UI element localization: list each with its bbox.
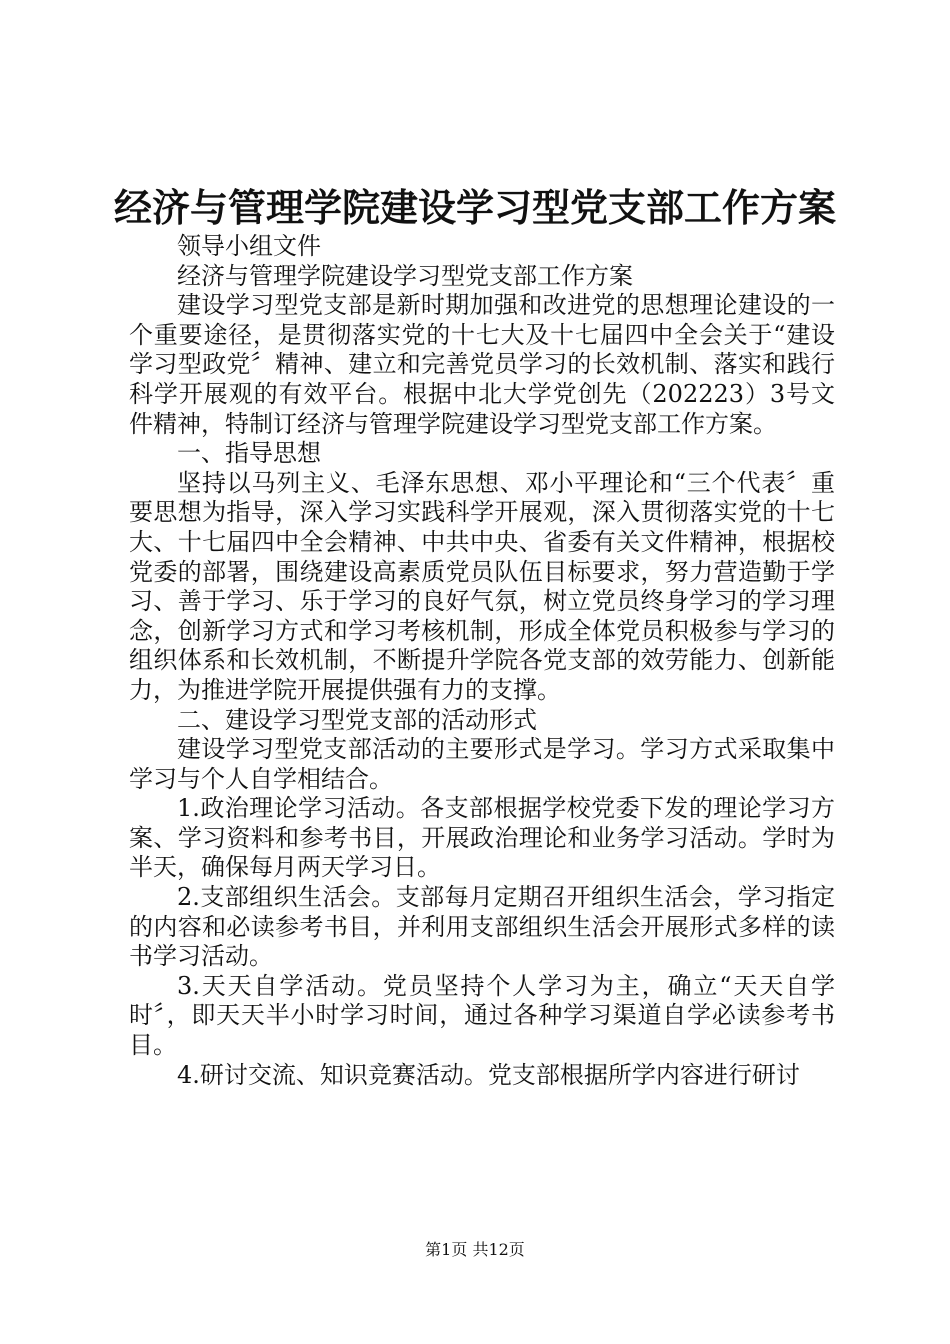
list-item-daily-self-study: 3.天天自学活动。党员坚持个人学习为主，确立“天天自学时〞，即天天半小时学习时间，通过各种学习渠道自学必读参考书目。 xyxy=(129,971,835,1060)
paragraph-activity-forms: 建设学习型党支部活动的主要形式是学习。学习方式采取集中学习与个人自学相结合。 xyxy=(129,735,835,793)
document-title: 经济与管理学院建设学习型党支部工作方案 xyxy=(113,185,836,230)
document-body xyxy=(129,232,835,1090)
paragraph-issuer: 领导小组文件 xyxy=(177,232,321,260)
list-item-branch-meeting: 2.支部组织生活会。支部每月定期召开组织生活会，学习指定的内容和必读参考书目，并利用支部组织生活会开展形式多样的读书学习活动。 xyxy=(129,883,835,971)
page-number-footer: 第1页 共12页 xyxy=(425,1240,525,1259)
paragraph-subtitle: 经济与管理学院建设学习型党支部工作方案 xyxy=(177,261,633,290)
list-item-political-study: 1.政治理论学习活动。各支部根据学校党委下发的理论学习方案、学习资料和参考书目，开展政治理论和业务学习活动。学时为半天，确保每月两天学习日。 xyxy=(129,794,835,882)
section-heading-guiding-ideology: 一、指导思想 xyxy=(177,439,321,468)
paragraph-guiding-ideology: 坚持以马列主义、毛泽东思想、邓小平理论和“三个代表〞重要思想为指导，深入学习实践科学开展观，深入贯彻落实党的十七大、十七届四中全会精神、中共中央、省委有关文件精神，根据校党委的部署，围绕建设高素质党员队伍目标要求，努力营造勤于学习、善于学习、乐于学习的良好气氛，树立党员终身学习的学习理念，创新学习方式和学习考核机制，形成全体党员积极参与学习的组织体系和长效机制，不断提升学院各党支部的效劳能力、创新能力，为推进学院开展提供强有力的支撑。 xyxy=(129,468,835,704)
paragraph-intro: 建设学习型党支部是新时期加强和改进党的思想理论建设的一个重要途径，是贯彻落实党的十七大及十七届四中全会关于“建设学习型政党〞精神、建立和完善党员学习的长效机制、落实和践行科学开展观的有效平台。根据中北大学党创先（202223）3号文件精神，特制订经济与管理学院建设学习型党支部工作方案。 xyxy=(129,291,835,438)
list-item-seminar-contest: 4.研讨交流、知识竞赛活动。党支部根据所学内容进行研讨 xyxy=(177,1060,800,1089)
section-heading-activity-forms: 二、建设学习型党支部的活动形式 xyxy=(177,705,537,734)
